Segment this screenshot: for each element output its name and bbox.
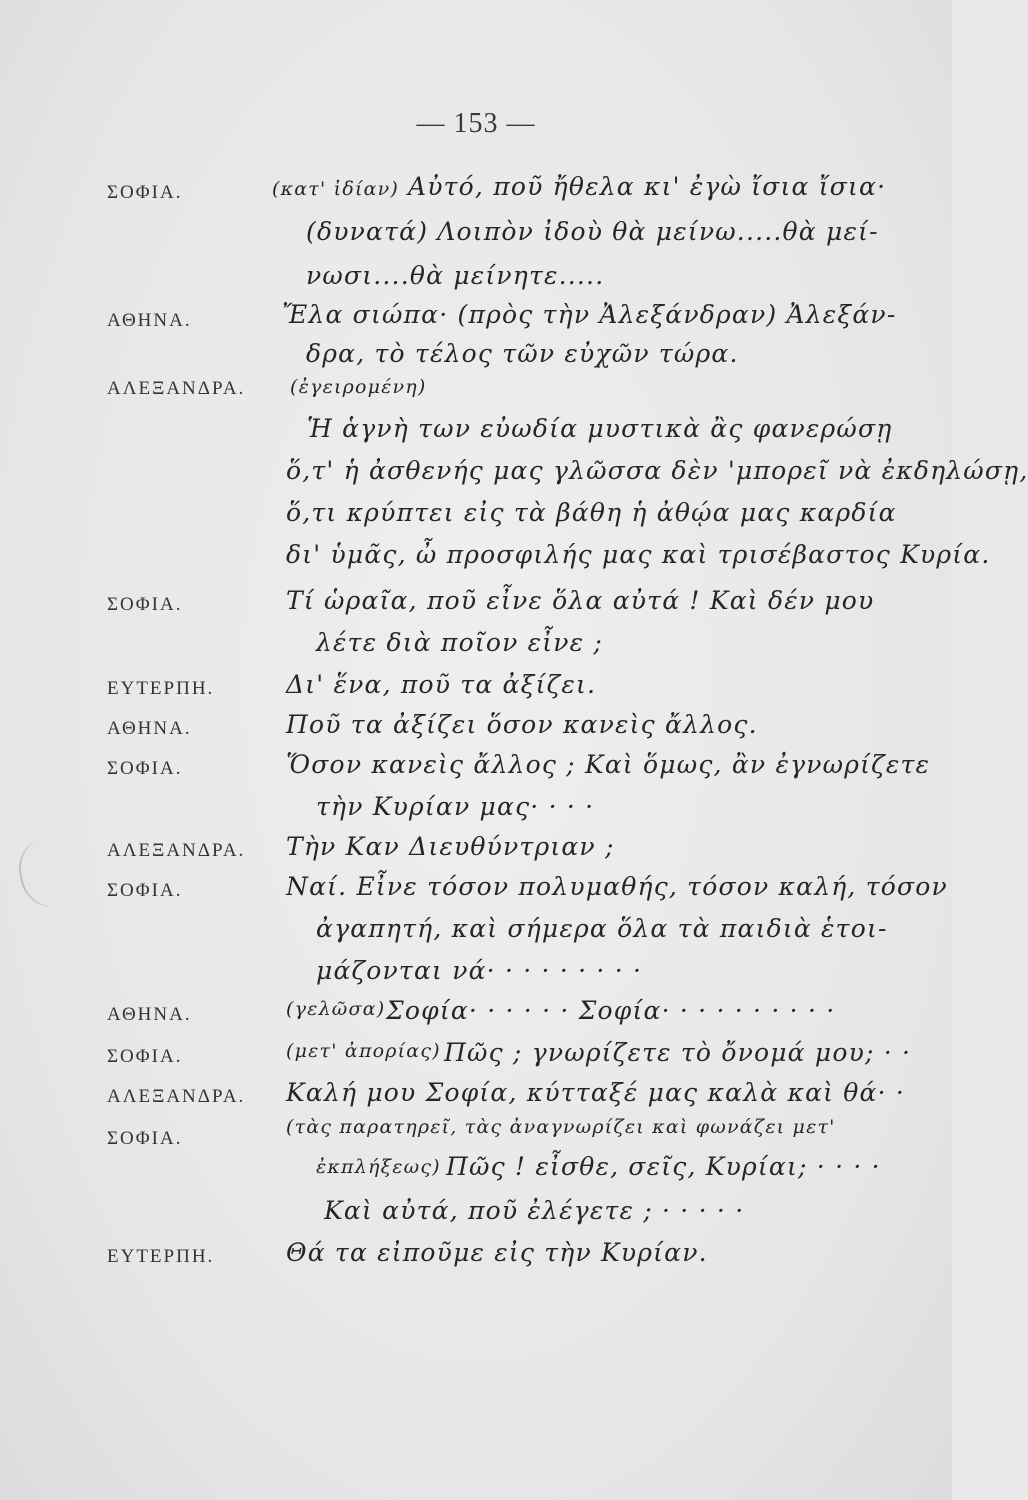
- dialogue-line: [0, 622, 952, 670]
- verse-line: [0, 534, 991, 582]
- line-text: δι' ὑμᾶς, ὦ προσφιλής μας καὶ τρισέβαστος Κυρία.: [286, 540, 991, 569]
- line-text: Σοφία· · · · · · Σοφία· · · · · · · · · ·: [386, 996, 836, 1025]
- speaker-name: ΣΟΦΙΑ.: [107, 1046, 183, 1067]
- stage-direction: ἐκπλήξεως): [316, 1156, 441, 1178]
- speaker-name: ΣΟΦΙΑ.: [107, 1128, 183, 1149]
- line-text: ὅ,τ' ἡ ἀσθενής μας γλῶσσα δὲν 'μπορεῖ νὰ ἐκδηλώσῃ,: [286, 456, 1028, 485]
- line-text: τὴν Κυρίαν μας· · · ·: [316, 792, 595, 821]
- speaker-name: ΕΥΤΕΡΠΗ.: [107, 1246, 215, 1267]
- speaker-name: ΣΟΦΙΑ.: [107, 880, 183, 901]
- dialogue-line: [0, 580, 952, 628]
- speaker-name: ΑΘΗΝΑ.: [107, 310, 192, 331]
- dialogue-line: [0, 1232, 952, 1280]
- stage-direction: (τὰς παρατηρεῖ, τὰς ἀναγνωρίζει καὶ φωνάζει μετ': [286, 1116, 836, 1138]
- verse-line: [0, 492, 952, 540]
- line-text: Ποῦ τα ἀξίζει ὅσον κανεὶς ἄλλος.: [286, 710, 758, 739]
- dialogue-line: [0, 1190, 952, 1238]
- line-text: Αὐτό, ποῦ ἤθελα κι' ἐγὼ ἴσια ἴσια·: [408, 172, 887, 201]
- stage-direction: (μετ' ἀπορίας): [286, 1040, 441, 1062]
- line-text: ὅ,τι κρύπτει εἰς τὰ βάθη ἡ ἀθῴα μας καρδία: [286, 498, 897, 527]
- line-text: λέτε διὰ ποῖον εἶνε ;: [316, 628, 604, 657]
- line-text: Θά τα εἰποῦμε εἰς τὴν Κυρίαν.: [286, 1238, 708, 1267]
- line-text: Τὴν Καν Διευθύντριαν ;: [286, 832, 615, 861]
- line-text: Ἡ ἁγνὴ των εὐωδία μυστικὰ ἂς φανερώσῃ: [307, 414, 893, 443]
- verse-line: [0, 408, 952, 456]
- dialogue-line: [0, 908, 952, 956]
- line-text: Ναί. Εἶνε τόσον πολυμαθής, τόσον καλή, τόσον: [286, 872, 948, 901]
- page-number: — 153 —: [416, 108, 536, 139]
- speaker-name: ΑΛΕΞΑΝΔΡΑ.: [107, 1086, 246, 1107]
- dialogue-line: [0, 211, 952, 259]
- line-text: Τί ὡραῖα, ποῦ εἶνε ὅλα αὐτά ! Καὶ δέν μου: [286, 586, 875, 615]
- speaker-name: ΑΛΕΞΑΝΔΡΑ.: [107, 378, 246, 399]
- line-text: Ἔλα σιώπα· (πρὸς τὴν Ἀλεξάνδραν) Ἀλεξάν-: [282, 300, 897, 329]
- verse-line: [0, 450, 1028, 498]
- line-text: μάζονται νά· · · · · · · · ·: [316, 956, 643, 985]
- speaker-name: ΣΟΦΙΑ.: [107, 594, 183, 615]
- line-text: Καὶ αὐτά, ποῦ ἐλέγετε ; · · · · ·: [324, 1196, 745, 1225]
- speaker-name: ΣΟΦΙΑ.: [107, 182, 183, 203]
- speaker-name: ΑΛΕΞΑΝΔΡΑ.: [107, 840, 246, 861]
- line-text: δρα, τὸ τέλος τῶν εὐχῶν τώρα.: [306, 339, 739, 368]
- dialogue-line: [0, 990, 952, 1038]
- dialogue-line: [0, 366, 952, 414]
- line-text: Ὅσον κανεὶς ἄλλος ; Καὶ ὅμως, ἂν ἐγνωρίζετε: [286, 750, 931, 779]
- stage-direction: (κατ' ἰδίαν): [272, 178, 400, 200]
- stage-direction: (ἐγειρομένη): [290, 376, 427, 398]
- speaker-name: ΣΟΦΙΑ.: [107, 758, 183, 779]
- line-text: Πῶς ; γνωρίζετε τὸ ὄνομά μου; · ·: [444, 1038, 912, 1067]
- stage-direction: (γελῶσα): [286, 998, 386, 1020]
- dialogue-line: [0, 744, 952, 792]
- line-text: ἀγαπητή, καὶ σήμερα ὅλα τὰ παιδιὰ ἑτοι-: [316, 914, 888, 943]
- dialogue-line: [0, 1146, 952, 1194]
- speaker-name: ΑΘΗΝΑ.: [107, 1004, 192, 1025]
- line-text: (δυνατά) Λοιπὸν ἰδοὺ θὰ μείνω.....θὰ μεί-: [306, 217, 879, 246]
- dialogue-line: [0, 166, 952, 214]
- line-text: Δι' ἕνα, ποῦ τα ἀξίζει.: [286, 670, 597, 699]
- speaker-name: ΕΥΤΕΡΠΗ.: [107, 678, 215, 699]
- line-text: Πῶς ! εἶσθε, σεῖς, Κυρίαι; · · · ·: [446, 1152, 881, 1181]
- dialogue-line: [0, 866, 952, 914]
- speaker-name: ΑΘΗΝΑ.: [107, 718, 192, 739]
- line-text: νωσι....θὰ μείνητε.....: [306, 261, 605, 290]
- line-text: Καλή μου Σοφία, κύτταξέ μας καλὰ καὶ θά· ·: [286, 1078, 906, 1107]
